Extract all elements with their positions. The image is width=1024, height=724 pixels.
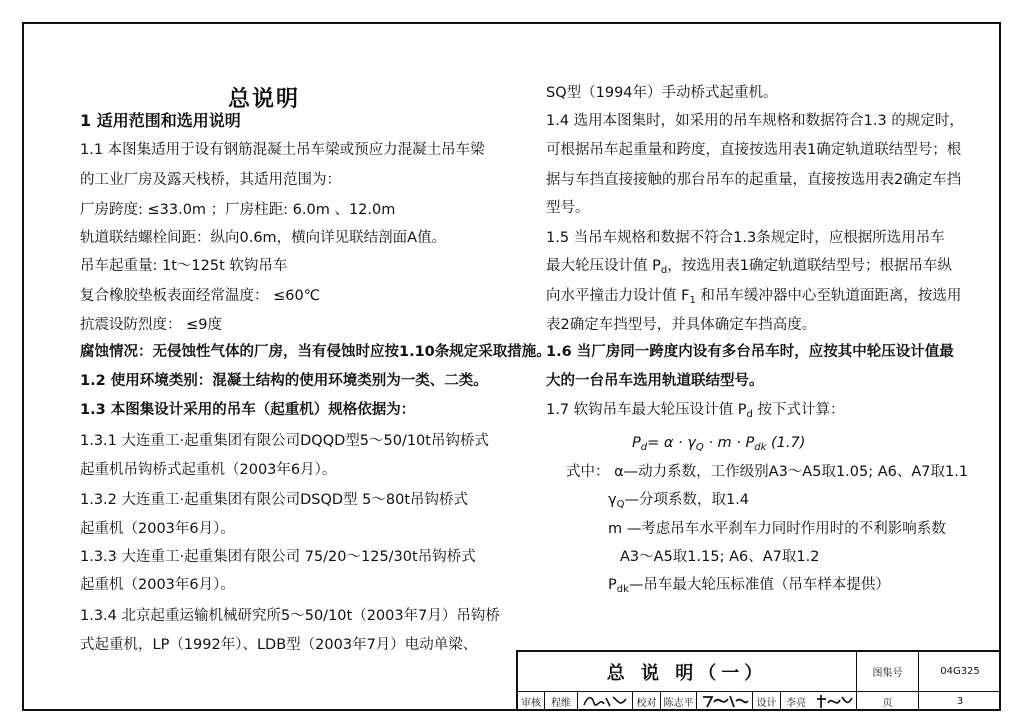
right-column-line [546, 199, 590, 217]
left-column-line [80, 112, 241, 130]
text-run: 和吊车缓冲器中心至轨道面距离，按选用 [695, 288, 962, 304]
subscript: Q [695, 442, 704, 453]
right-column-line [546, 229, 945, 247]
review-label: 审核 [521, 698, 541, 709]
text-run: P [632, 435, 641, 451]
text-run: 可根据吊车起重量和跨度，直接按选用表1确定轨道联结型号；根 [546, 142, 962, 158]
right-column-line [546, 84, 778, 102]
text-run: 式中： α—动力系数，工作级别A3～A5取1.05; A6、A7取1.1 [566, 464, 969, 480]
check-name: 陈志平 [663, 698, 694, 709]
text-run: SQ型（1994年）手动桥式起重机。 [546, 85, 778, 101]
designer-signature [812, 692, 856, 711]
text-run: 起重机（2003年6月）。 [80, 521, 235, 537]
subscript: d [640, 442, 648, 453]
text-run: 1.3.1 大连重工·起重集团有限公司DQQD型5～50/10t吊钩桥式 [80, 433, 489, 449]
text-run: 1.3.3 大连重工·起重集团有限公司 75/20～125/30t吊钩桥式 [80, 549, 476, 565]
right-column-line [546, 287, 961, 305]
design-name: 李亮 [786, 698, 806, 709]
text-run: 厂房跨度: ≤33.0m ；厂房柱距: 6.0m 、12.0m [80, 202, 396, 218]
left-column-line [80, 432, 489, 450]
text-run: 1 适用范围和选用说明 [80, 111, 241, 130]
text-run: 大的一台吊车选用轨道联结型号。 [546, 373, 764, 389]
right-column-line [608, 576, 890, 594]
text-run: 1.3.4 北京起重运输机械研究所5～50/10t（2003年7月）吊钩桥 [80, 608, 500, 624]
text-run: ，按选用表1确定轨道联结型号；根据吊车纵 [667, 258, 952, 274]
left-column-line [80, 229, 446, 247]
text-run: · m · P [703, 435, 755, 451]
text-run: 据与车挡直接接触的那台吊车的起重量，直接按选用表2确定车挡 [546, 172, 962, 188]
left-column-line [80, 316, 222, 334]
text-run: 轨道联结螺栓间距：纵向0.6m，横向详见联结剖面A值。 [80, 230, 447, 246]
text-run: 1.7 软钩吊车最大轮压设计值 P [546, 402, 747, 418]
text-run: 1.1 本图集适用于设有钢筋混凝土吊车梁或预应力混凝土吊车梁 [80, 142, 485, 158]
right-column-line [546, 316, 816, 334]
right-column-line [546, 112, 964, 130]
text-run: 表2确定车挡型号，并具体确定车挡高度。 [546, 317, 817, 333]
text-run: (1.7) [766, 435, 806, 451]
text-run: 1.2 使用环境类别：混凝土结构的使用环境类别为一类、二类。 [80, 373, 488, 389]
text-run: —吊车最大轮压标准值（吊车样本提供） [628, 577, 890, 593]
text-run: A3～A5取1.15; A6、A7取1.2 [620, 549, 820, 565]
left-column-line [80, 343, 551, 361]
right-column-line [546, 257, 952, 275]
sheet-title: 总 说 明（一） [606, 662, 768, 684]
right-column-line [632, 434, 805, 452]
right-column-line [608, 491, 749, 509]
subscript: d [746, 409, 753, 420]
left-column-line [80, 636, 477, 654]
reviewer-signature [578, 692, 632, 711]
right-column-line [620, 548, 819, 566]
text-run: 1.3 本图集设计采用的吊车（起重机）规格依据为： [80, 402, 416, 418]
right-column-line [546, 343, 954, 361]
text-run: 1.3.2 大连重工·起重集团有限公司DSQD型 5～80t吊钩桥式 [80, 492, 469, 508]
subscript: Q [616, 499, 625, 510]
text-run: 1.6 当厂房同一跨度内设有多台吊车时，应按其中轮压设计值最 [546, 344, 954, 360]
page-number: 3 [956, 696, 964, 707]
text-run: 型号。 [546, 200, 590, 216]
left-column-line [80, 372, 488, 390]
subscript: 1 [689, 295, 696, 306]
subscript: dk [616, 584, 629, 595]
left-column-line [80, 576, 235, 594]
text-run: = α · γ [647, 435, 696, 451]
text-run: 最大轮压设计值 P [546, 258, 661, 274]
right-column-line [546, 141, 961, 159]
text-run: 复合橡胶垫板表面经常温度： ≤60℃ [80, 288, 320, 304]
checker-signature [697, 692, 752, 711]
text-run: 腐蚀情况：无侵蚀性气体的厂房，当有侵蚀时应按1.10条规定采取措施。 [80, 344, 551, 360]
left-column-line [80, 520, 235, 538]
left-column-line [80, 201, 395, 219]
right-column-line [546, 372, 764, 390]
text-run: m —考虑吊车水平刹车力同时作用时的不利影响系数 [608, 521, 946, 537]
text-run: 抗震设防烈度： ≤9度 [80, 317, 222, 333]
text-run: 式起重机，LP（1992年）、LDB型（2003年7月）电动单梁、 [80, 637, 478, 653]
text-run: 1.5 当吊车规格和数据不符合1.3条规定时，应根据所选用吊车 [546, 230, 945, 246]
right-column-line [608, 520, 946, 538]
left-column-line [80, 141, 485, 159]
left-column-line [80, 171, 341, 189]
subscript: d [660, 265, 668, 276]
page-title: 总说明 [228, 87, 301, 112]
left-column-line [80, 461, 336, 479]
right-column-line [546, 171, 961, 189]
left-column-line [80, 287, 320, 305]
right-column-line [546, 401, 845, 419]
text-run: 的工业厂房及露天栈桥，其适用范围为： [80, 172, 341, 188]
left-column-line [80, 548, 476, 566]
check-label: 校对 [636, 698, 657, 709]
text-run: 起重机（2003年6月）。 [80, 577, 235, 593]
text-run: 1.4 选用本图集时，如采用的吊车规格和数据符合1.3 的规定时， [546, 113, 964, 129]
review-name: 程维 [551, 698, 571, 709]
text-run: 起重机吊钩桥式起重机（2003年6月）。 [80, 462, 337, 478]
atlas-number-label: 图集号 [872, 668, 903, 679]
subscript: dk [754, 442, 767, 453]
text-run: 按下式计算： [752, 402, 845, 418]
design-label: 设计 [756, 698, 777, 709]
text-run: 吊车起重量: 1t～125t 软钩吊车 [80, 258, 288, 274]
text-run: γ [608, 492, 617, 508]
left-column-line [80, 491, 468, 509]
text-run: —分项系数，取1.4 [624, 492, 750, 508]
left-column-line [80, 607, 500, 625]
right-column-line [566, 463, 968, 481]
text-run: P [608, 577, 617, 593]
left-column-line [80, 401, 415, 419]
left-column-line [80, 257, 287, 275]
text-run: 向水平撞击力设计值 F [546, 288, 690, 304]
atlas-number: 04G325 [940, 666, 980, 677]
page-label: 页 [882, 698, 893, 709]
